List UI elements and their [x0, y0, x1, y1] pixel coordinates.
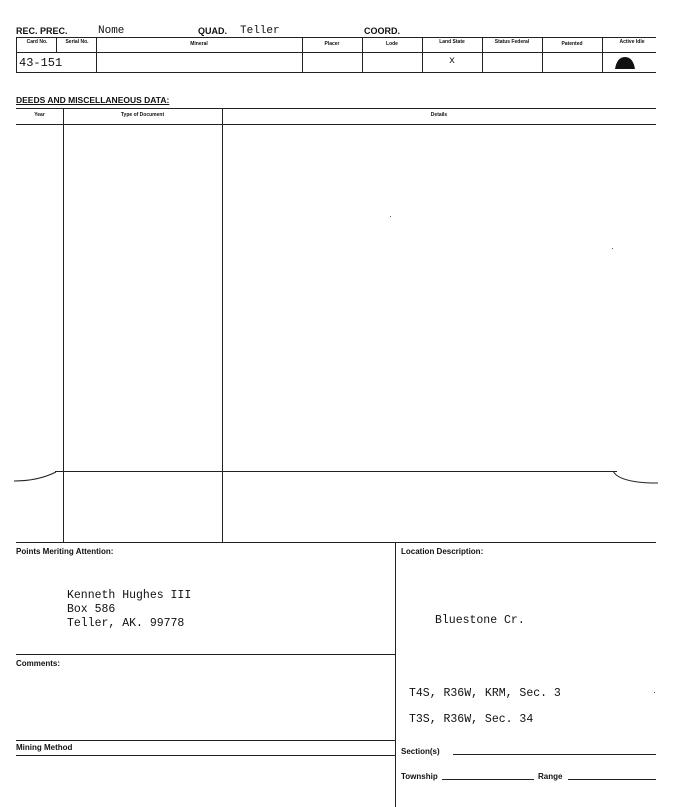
speck	[390, 216, 391, 217]
township-label: Township	[401, 772, 438, 781]
col-status-federal: Status Federal	[494, 39, 530, 45]
col-year: Year	[34, 112, 45, 118]
sections-label: Section(s)	[401, 747, 440, 756]
col-patented: Patented	[561, 41, 583, 47]
location-line1: T4S, R36W, KRM, Sec. 3	[409, 687, 561, 700]
deeds-title: DEEDS AND MISCELLANEOUS DATA:	[16, 95, 170, 105]
speck	[654, 692, 655, 693]
comments-label: Comments:	[16, 659, 61, 668]
deeds-top-rule	[16, 108, 656, 109]
claim-vline	[602, 37, 603, 72]
rec-prec-label: REC. PREC.	[16, 26, 68, 36]
location-label: Location Description:	[401, 547, 484, 556]
quad-value: Teller	[240, 25, 280, 37]
rec-prec-value: Nome	[98, 25, 125, 37]
claim-bottom-rule	[16, 72, 656, 73]
col-mineral: Mineral	[190, 41, 208, 47]
range-label: Range	[538, 772, 563, 781]
claim-vline	[482, 37, 483, 72]
deeds-vline	[63, 108, 64, 542]
coord-label: COORD.	[364, 26, 400, 36]
speck	[612, 248, 613, 249]
sections-line[interactable]	[453, 754, 656, 755]
points-label: Points Meriting Attention:	[16, 547, 114, 556]
claim-header-rule	[16, 52, 656, 53]
comments-rule	[16, 654, 395, 655]
card-number: 43-151	[19, 56, 63, 70]
mining-bottom-rule	[16, 755, 395, 756]
col-lode: Lode	[386, 41, 398, 47]
location-place: Bluestone Cr.	[435, 614, 525, 627]
active-idle-marker-icon	[612, 56, 638, 70]
lower-divider	[395, 542, 396, 807]
col-land-state: Land State	[439, 39, 465, 45]
col-type-of-document: Type of Document	[120, 112, 165, 118]
claim-vline	[56, 37, 57, 52]
claim-vline	[422, 37, 423, 72]
points-line3: Teller, AK. 99778	[67, 617, 185, 630]
col-serial-no: Serial No.	[65, 39, 89, 45]
col-card-no: Card No.	[26, 39, 48, 45]
location-line2: T3S, R36W, Sec. 34	[409, 713, 534, 726]
mining-top-rule	[16, 740, 395, 741]
claim-vline	[16, 37, 17, 72]
deeds-header-rule	[16, 124, 656, 125]
fold-curve-left	[14, 469, 58, 483]
lower-top-rule	[16, 542, 656, 543]
col-placer: Placer	[324, 41, 340, 47]
points-line2: Box 586	[67, 603, 116, 616]
mining-label: Mining Method	[16, 743, 73, 752]
fold-line	[55, 471, 617, 472]
township-line[interactable]	[442, 779, 534, 780]
points-line1: Kenneth Hughes III	[67, 589, 192, 602]
deeds-vline	[222, 108, 223, 542]
quad-label: QUAD.	[198, 26, 227, 36]
land-state-mark: x	[449, 56, 456, 67]
col-active-idle: Active Idle	[619, 39, 645, 45]
range-line[interactable]	[568, 779, 656, 780]
fold-curve-right	[613, 469, 659, 485]
header-rule	[16, 37, 656, 38]
col-details: Details	[430, 112, 448, 118]
